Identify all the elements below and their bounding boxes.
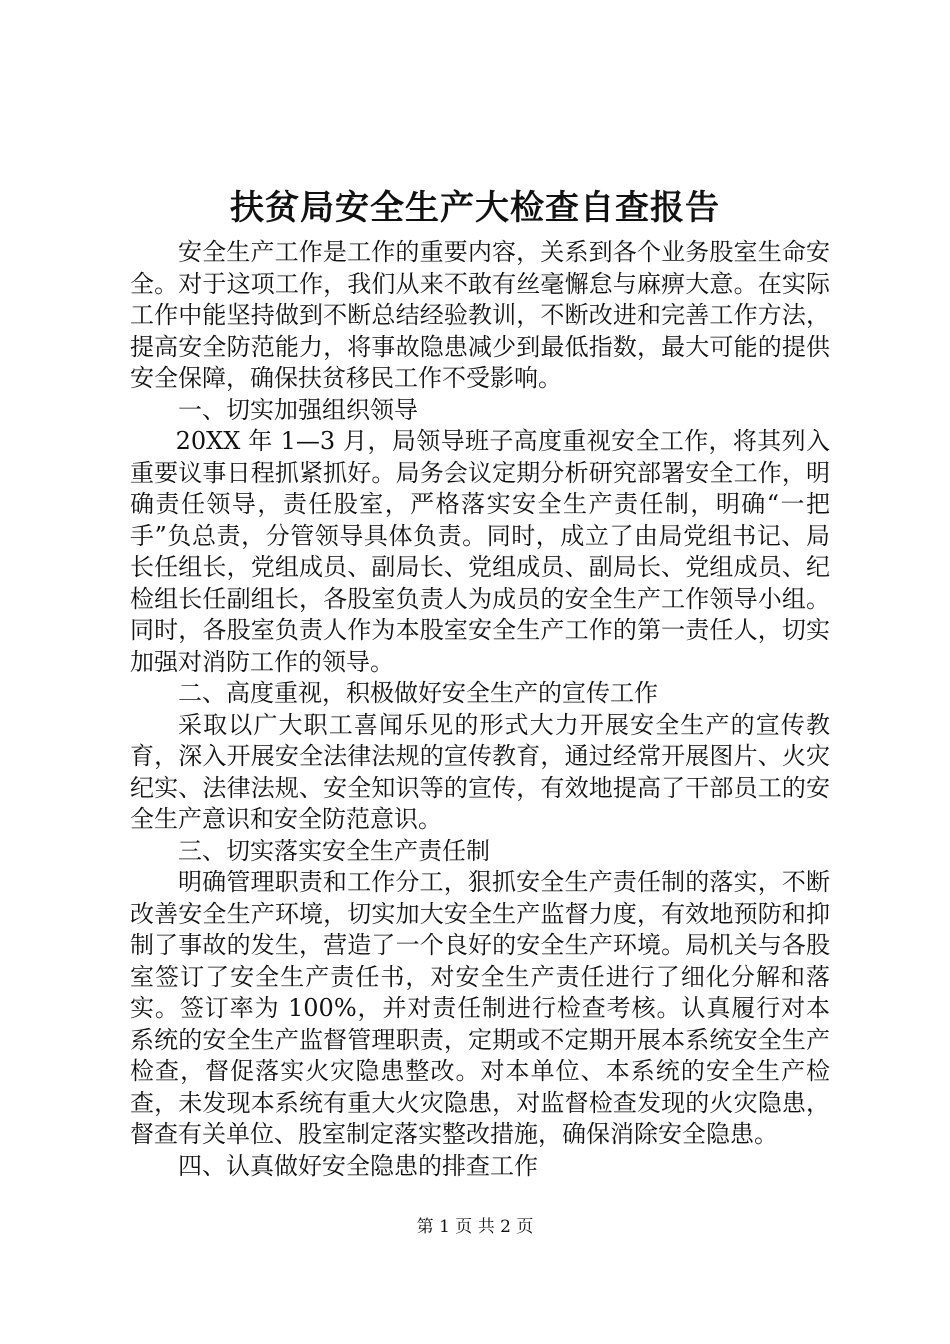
paragraph-section-2: 采取以广大职工喜闻乐见的形式大力开展安全生产的宣传教育，深入开展安全法律法规的宣传教育，通过经常开展图片、火灾纪实、法律法规、安全知识等的宣传，有效地提高了干部员工的安全生产意识和安全防范意识。 [130,710,830,833]
section-heading-1: 一、切实加强组织领导 [178,395,418,424]
paragraph-section-1: 20XX 年 1—3 月，局领导班子高度重视安全工作，将其列入重要议事日程抓紧抓好。局务会议定期分析研究部署安全工作，明确责任领导，责任股室，严格落实安全生产责任制，明确“一把手”负总责，分管领导具体负责。同时，成立了由局党组书记、局长任组长，党组成员、副局长、党组成员、副局长、党组成员、纪检组长任副组长，各股室负责人为成员的安全生产工作领导小组。同时，各股室负责人作为本股室安全生产工作的第一责任人，切实加强对消防工作的领导。 [130,427,830,676]
paragraph-section-3: 明确管理职责和工作分工，狠抓安全生产责任制的落实，不断改善安全生产环境，切实加大安全生产监督力度，有效地预防和抑制了事故的发生，营造了一个良好的安全生产环境。局机关与各股室签订了安全生产责任书，对安全生产责任进行了细化分解和落实。签订率为 100%，并对责任制进行检查考核。认真履行对本系统的安全生产监督管理职责，定期或不定期开展本系统安全生产检查，督促落实火灾隐患整改。对本单位、本系统的安全生产检查，未发现本系统有重大火灾隐患，对监督检查发现的火灾隐患，督查有关单位、股室制定落实整改措施，确保消除安全隐患。 [130,868,830,1148]
document-title: 扶贫局安全生产大检查自查报告 [230,188,720,228]
page-footer: 第 1 页 共 2 页 [416,1217,534,1237]
section-heading-3: 三、切实落实安全生产责任制 [178,836,490,865]
paragraph-intro: 安全生产工作是工作的重要内容，关系到各个业务股室生命安全。对于这项工作，我们从来不敢有丝毫懈怠与麻痹大意。在实际工作中能坚持做到不断总结经验教训，不断改进和完善工作方法，提高安全防范能力，将事故隐患减少到最低指数，最大可能的提供安全保障，确保扶贫移民工作不受影响。 [130,238,830,392]
section-heading-2: 二、高度重视，积极做好安全生产的宣传工作 [178,679,658,707]
document-body [130,237,830,1182]
section-heading-4: 四、认真做好安全隐患的排查工作 [178,1151,538,1180]
